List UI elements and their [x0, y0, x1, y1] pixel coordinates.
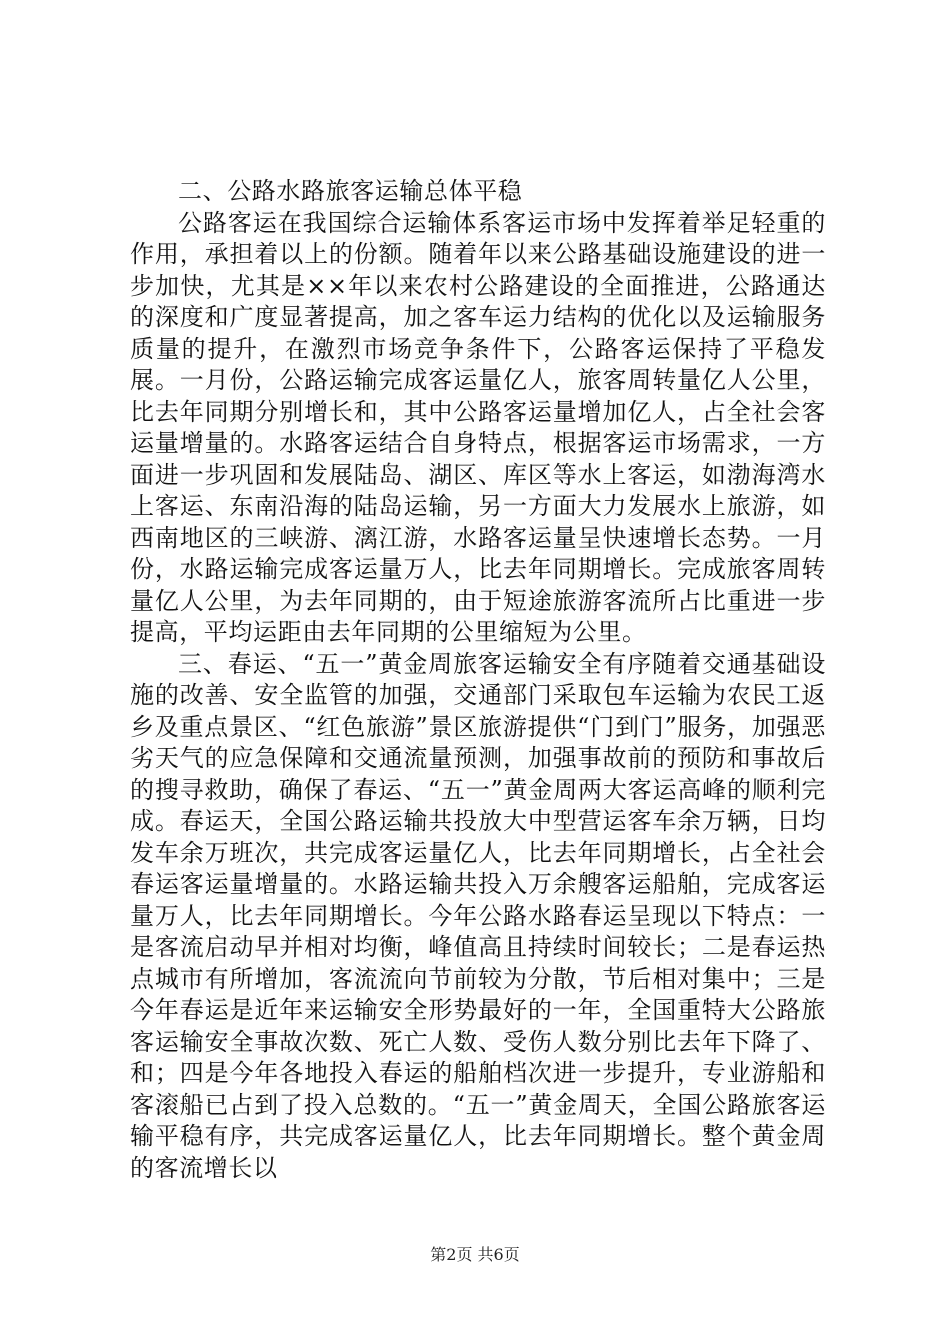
- section-heading-2: 二、公路水路旅客运输总体平稳: [178, 177, 523, 205]
- paragraph-spring-festival-golden-week: 三、春运、“五一”黄金周旅客运输安全有序随着交通基础设施的改善、安全监管的加强，交通部门采取包车运输为农民工返乡及重点景区、“红色旅游”景区旅游提供“门到门”服务，加强恶劣天气的应急保障和交通流量预测，加强事故前的预防和事故后的搜寻救助，确保了春运、“五一”黄金周两大客运高峰的顺利完成。春运天，全国公路运输共投放大中型营运客车余万辆，日均发车余万班次，共完成客运量亿人，比去年同期增长，占全社会春运客运量增量的。水路运输共投入万余艘客运船舶，完成客运量万人，比去年同期增长。今年公路水路春运呈现以下特点：一是客流启动早并相对均衡，峰值高且持续时间较长；二是春运热点城市有所增加，客流流向节前较为分散，节后相对集中；三是今年春运是近年来运输安全形势最好的一年，全国重特大公路旅客运输安全事故次数、死亡人数、受伤人数分别比去年下降了、和；四是今年各地投入春运的船舶档次进一步提升，专业游船和客滚船已占到了投入总数的。“五一”黄金周天，全国公路旅客运输平稳有序，共完成客运量亿人，比去年同期增长。整个黄金周的客流增长以: [130, 649, 826, 1182]
- document-body: [130, 176, 826, 1184]
- paragraph-highway-waterway-passenger: 公路客运在我国综合运输体系客运市场中发挥着举足轻重的作用，承担着以上的份额。随着年以来公路基础设施建设的进一步加快，尤其是××年以来农村公路建设的全面推进，公路通达的深度和广度显著提高，加之客车运力结构的优化以及运输服务质量的提升，在激烈市场竞争条件下，公路客运保持了平稳发展。一月份，公路运输完成客运量亿人，旅客周转量亿人公里，比去年同期分别增长和，其中公路客运量增加亿人，占全社会客运量增量的。水路客运结合自身特点，根据客运市场需求，一方面进一步巩固和发展陆岛、湖区、库区等水上客运，如渤海湾水上客运、东南沿海的陆岛运输，另一方面大力发展水上旅游，如西南地区的三峡游、漓江游，水路客运量呈快速增长态势。一月份，水路运输完成客运量万人，比去年同期增长。完成旅客周转量亿人公里，为去年同期的，由于短途旅游客流所占比重进一步提高，平均运距由去年同期的公里缩短为公里。: [130, 208, 826, 646]
- page-footer: 第2页 共6页: [430, 1245, 520, 1264]
